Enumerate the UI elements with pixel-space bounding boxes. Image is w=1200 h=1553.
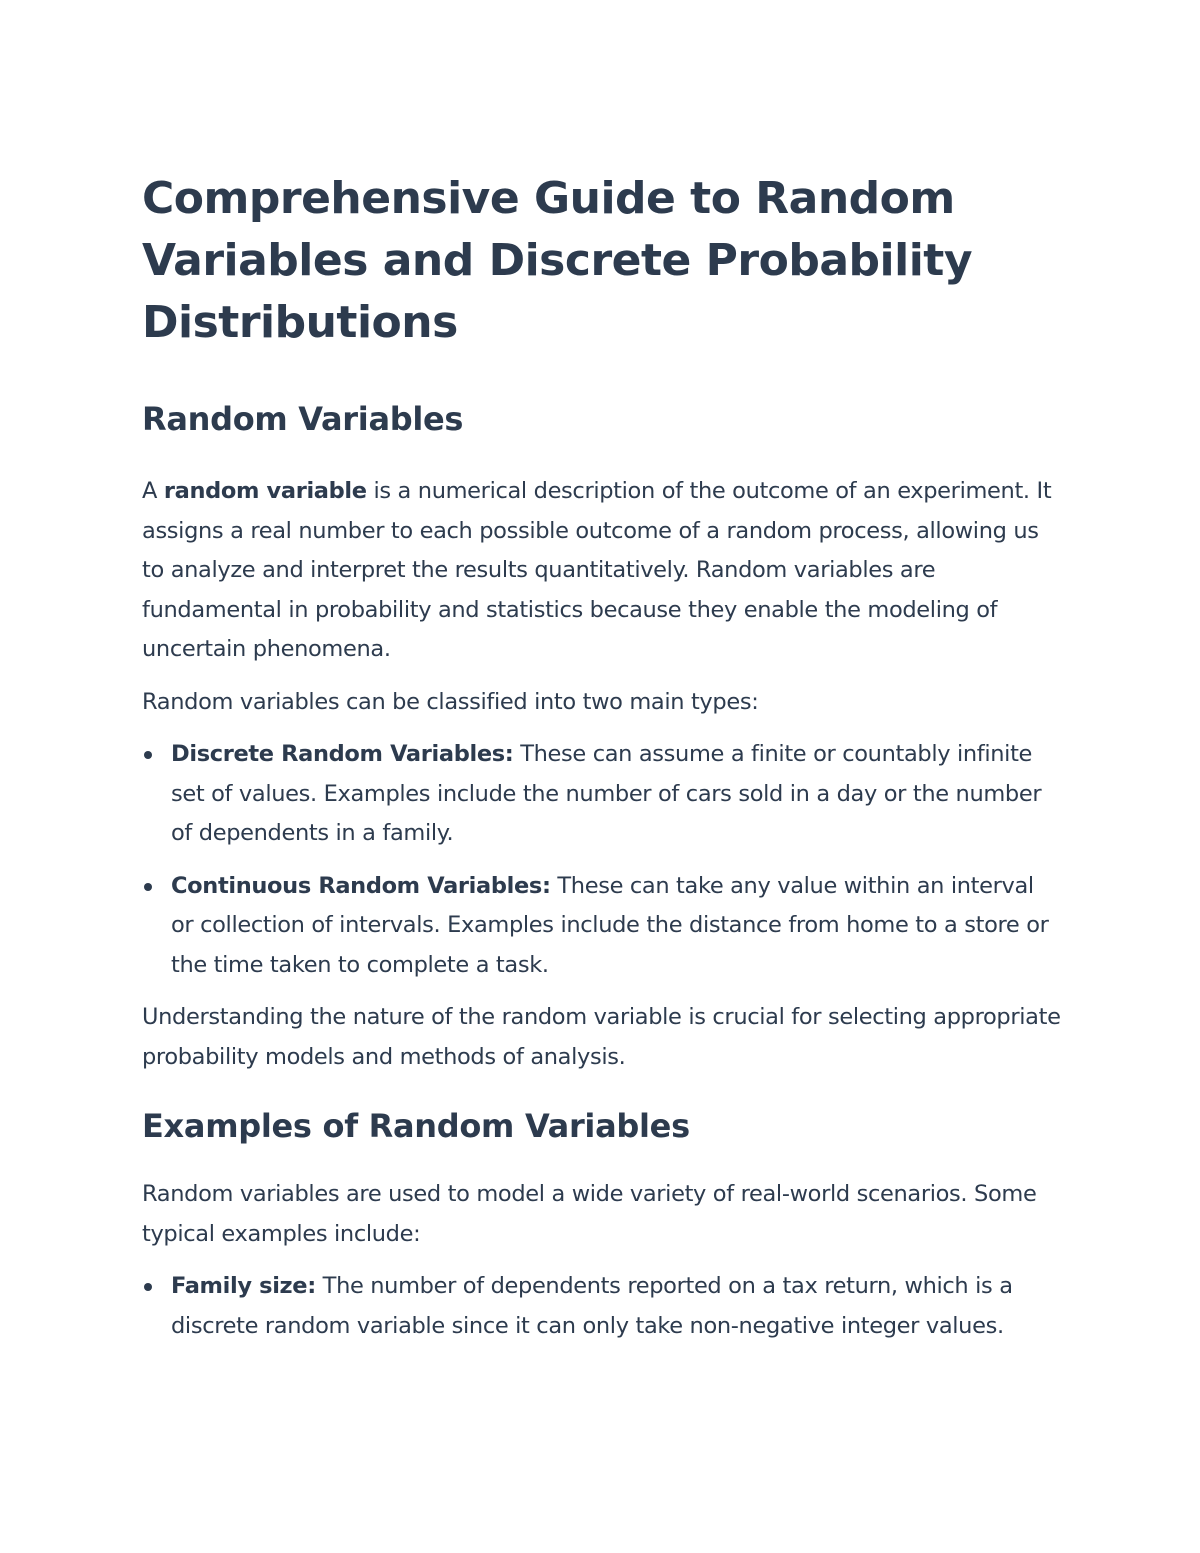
list-item-continuous <box>142 867 1062 986</box>
list-examples <box>142 1267 1062 1346</box>
definition-term: random variable <box>163 478 367 504</box>
list-item-term: Discrete Random Variables: <box>171 741 514 767</box>
list-item-term: Continuous Random Variables: <box>171 872 551 899</box>
list-random-variable-types <box>142 735 1062 985</box>
definition-prefix: A <box>142 478 164 504</box>
paragraph-examples-intro: Random variables are used to model a wide variety of real-world scenarios. Some typical examples include: <box>142 1181 1037 1247</box>
paragraph-understanding: Understanding the nature of the random variable is crucial for selecting appropriate probability models and methods of analysis. <box>142 1004 1061 1070</box>
document-title: Comprehensive Guide to Random Variables and Discrete Probability Distributions <box>142 173 972 348</box>
section-heading-examples: Examples of Random Variables <box>142 1107 690 1145</box>
bullet-icon <box>144 751 152 759</box>
bullet-icon <box>144 1283 152 1291</box>
list-item-text: The number of dependents reported on a tax return, which is a discrete random variable since it can only take non-negative integer values. <box>171 1273 1013 1339</box>
list-item-discrete <box>142 735 1062 854</box>
paragraph-random-variable-definition <box>142 472 1062 670</box>
list-item-term: Family size: <box>171 1273 316 1299</box>
list-item-text: These can take any value within an interval or collection of intervals. Examples include the distance from home to a store or the time taken to complete a task. <box>171 872 1049 978</box>
document-page <box>142 168 1062 1346</box>
list-item-text: These can assume a finite or countably infinite set of values. Examples include the number of cars sold in a day or the number of dependents in a family. <box>171 741 1042 846</box>
definition-text: is a numerical description of the outcome of an experiment. It assigns a real number to each possible outcome of a random process, allowing us to analyze and interpret the results quantitatively. Random variables are fundamental in probability and statistics because they enable the modeling of uncertain phenomena. <box>142 478 1052 662</box>
list-item-family-size <box>142 1267 1062 1346</box>
bullet-icon <box>144 883 152 891</box>
section-heading-random-variables: Random Variables <box>142 400 464 438</box>
paragraph-types-intro: Random variables can be classified into two main types: <box>142 688 759 715</box>
